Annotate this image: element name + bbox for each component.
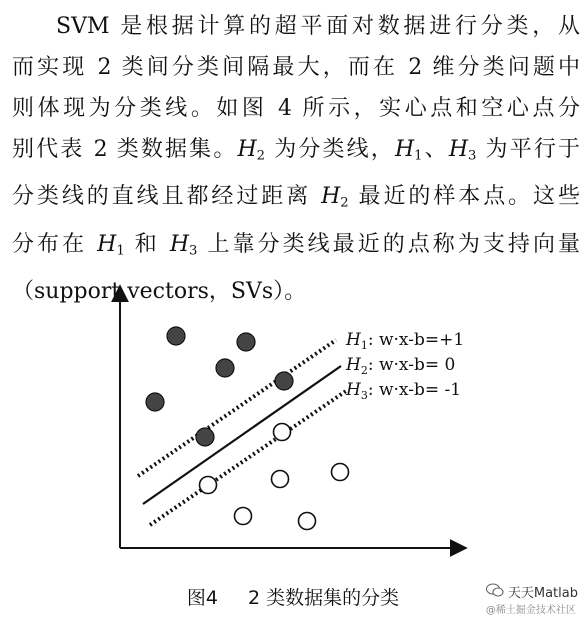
hollow-point [299, 513, 316, 530]
h2-label: $H_2$: w·x-b= 0 [346, 355, 456, 377]
filled-point [196, 428, 214, 446]
caption-text: 2 类数据集的分类 [248, 587, 400, 609]
watermark-name: 天天Matlab [507, 586, 578, 601]
hollow-point [332, 464, 349, 481]
h2-line [143, 366, 341, 504]
h3-line [150, 391, 346, 525]
hollow-point [274, 424, 291, 441]
filled-point [216, 359, 234, 377]
filled-point [167, 327, 185, 345]
watermark [486, 582, 578, 616]
para-line-1: SVM 是根据计算的超平面对数据进行分类，从 [56, 14, 580, 39]
svm-figure [100, 282, 480, 572]
h1-line [138, 340, 336, 476]
para-line-4: 别代表 2 类数据集。$H_2$ 为分类线，$H_1$、$H_3$ 为平行于 [12, 137, 580, 164]
para-line-5: 分类线的直线且都经过距离 $H_2$ 最近的样本点。这些 [12, 184, 580, 211]
wechat-icon [486, 583, 504, 597]
watermark-sub: @稀土掘金技术社区 [485, 605, 576, 616]
h3-label: $H_3$: w·x-b= -1 [346, 380, 462, 402]
filled-point [146, 393, 164, 411]
para-line-2: 而实现 2 类间分类间隔最大，而在 2 维分类问题中 [12, 55, 580, 80]
filled-point [237, 333, 255, 351]
h1-label: $H_1$: w·x-b=+1 [346, 330, 465, 352]
caption-number: 图4 [186, 587, 218, 609]
para-line-3: 则体现为分类线。如图 4 所示，实心点和空心点分 [12, 96, 580, 121]
hollow-point [200, 477, 217, 494]
body-paragraph [12, 6, 580, 312]
hollow-point [272, 471, 289, 488]
filled-point [275, 372, 293, 390]
hollow-point [235, 508, 252, 525]
para-line-6: 分布在 $H_1$ 和 $H_3$ 上靠分类线最近的点称为支持向量 [12, 231, 580, 258]
para-line-7: （support vectors，SVs）。 [12, 278, 307, 304]
